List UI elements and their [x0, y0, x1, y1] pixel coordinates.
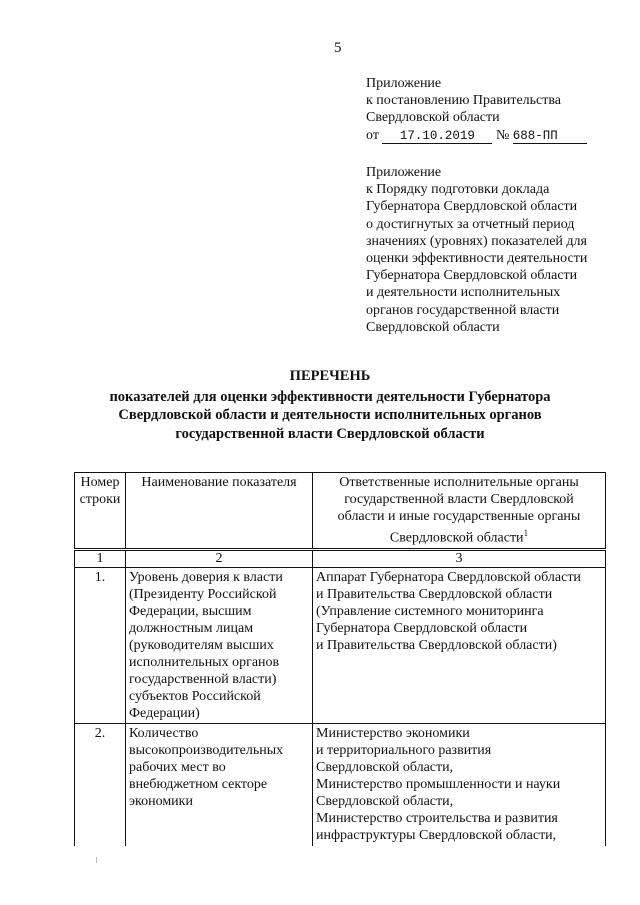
header-text: Номер — [80, 475, 120, 490]
row-number: 2. — [75, 723, 126, 846]
header-responsible — [313, 473, 606, 550]
cell-line: Свердловской области, — [316, 759, 454, 775]
cell-line: (Президенту Российской — [129, 586, 277, 602]
table-row — [75, 723, 606, 846]
cell-line: Аппарат Губернатора Свердловской области — [316, 569, 581, 585]
title-line: Свердловской области и деятельности исполнительных органов — [118, 407, 542, 423]
scan-artifact — [96, 857, 97, 863]
header-text: области и иные государственные органы — [337, 509, 581, 524]
header-indicator-name: Наименование показателя — [126, 473, 313, 550]
cell-line: Губернатора Свердловской области — [316, 620, 528, 636]
column-numbers-row — [75, 549, 606, 567]
cell-line: Количество — [129, 725, 199, 741]
cell-line: Федерации) — [129, 705, 200, 721]
cell-line: и Правительства Свердловской области — [316, 586, 553, 602]
appendix-line: значениях (уровнях) показателей для — [366, 233, 587, 249]
cell-line: высокопроизводительных — [129, 742, 284, 758]
header-text: строки — [79, 492, 121, 507]
appendix-line: Приложение — [366, 165, 442, 180]
appendix-line: Губернатора Свердловской области — [366, 268, 578, 284]
row-number: 1. — [75, 567, 126, 723]
appendix-line: Губернатора Свердловской области — [366, 199, 578, 215]
title-line: показателей для оценки эффективности деятельности Губернатора — [109, 388, 551, 405]
cell-line: Министерство экономики — [316, 725, 470, 741]
header-text: Ответственные исполнительные органы — [339, 475, 579, 490]
cell-line: субъектов Российской — [129, 688, 261, 704]
column-number: 1 — [75, 549, 126, 567]
cell-line: Федерации, высшим — [129, 603, 252, 619]
cell-line: инфраструктуры Свердловской области, — [316, 827, 557, 843]
cell-line: должностным лицам — [129, 620, 254, 636]
header-row-number — [75, 473, 126, 550]
indicator-name — [126, 723, 313, 846]
responsible-bodies — [313, 567, 606, 723]
table-row — [75, 567, 606, 723]
cell-line: внебюджетном секторе — [129, 776, 268, 792]
appendix-line: о достигнутых за отчетный период — [366, 216, 575, 232]
header-text — [316, 525, 602, 547]
cell-line: Министерство строительства и развития — [316, 810, 558, 826]
footnote-mark: 1 — [523, 528, 529, 538]
appendix-line: Свердловской области — [366, 319, 500, 335]
appendix-line: и деятельности исполнительных — [366, 285, 561, 301]
document-title — [70, 367, 590, 443]
from-label: от — [366, 127, 379, 143]
title-line: государственной власти Свердловской области — [175, 425, 485, 442]
cell-line: рабочих мест во — [129, 759, 226, 775]
title-main: ПЕРЕЧЕНЬ — [289, 368, 371, 384]
appendix-line: оценки эффективности деятельности — [366, 251, 588, 267]
appendix-order — [366, 164, 587, 336]
header-text: государственной власти Свердловской — [344, 492, 574, 507]
cell-line: и Правительства Свердловской области) — [316, 637, 557, 653]
responsible-bodies — [313, 723, 606, 846]
resolution-date-line — [366, 127, 587, 144]
indicator-name — [126, 567, 313, 723]
cell-line: Министерство промышленности и науки — [316, 776, 561, 792]
header-text-part: Свердловской области — [389, 530, 524, 546]
indicators-table — [74, 472, 606, 846]
resolution-number: 688-ПП — [513, 129, 587, 144]
page-number: 5 — [334, 40, 342, 56]
appendix-line: к Порядку подготовки доклада — [366, 182, 550, 198]
cell-line: исполнительных органов — [129, 654, 280, 670]
cell-line: Свердловской области, — [316, 793, 454, 809]
appendix-line: к постановлению Правительства — [366, 93, 562, 109]
column-number: 2 — [126, 549, 313, 567]
appendix-line: органов государственной власти — [366, 302, 560, 318]
cell-line: экономики — [129, 793, 193, 809]
appendix-line: Свердловской области — [366, 110, 500, 126]
table-header-row — [75, 473, 606, 550]
appendix-resolution — [366, 75, 587, 144]
resolution-date: 17.10.2019 — [382, 129, 492, 144]
cell-line: государственной власти) — [129, 671, 277, 687]
column-number: 3 — [313, 549, 606, 567]
cell-line: и территориального развития — [316, 742, 492, 758]
appendix-line: Приложение — [366, 76, 442, 91]
number-label: № — [495, 127, 510, 143]
cell-line: Уровень доверия к власти — [129, 569, 283, 585]
cell-line: (руководителям высших — [129, 637, 274, 653]
cell-line: (Управление системного мониторинга — [316, 603, 544, 619]
